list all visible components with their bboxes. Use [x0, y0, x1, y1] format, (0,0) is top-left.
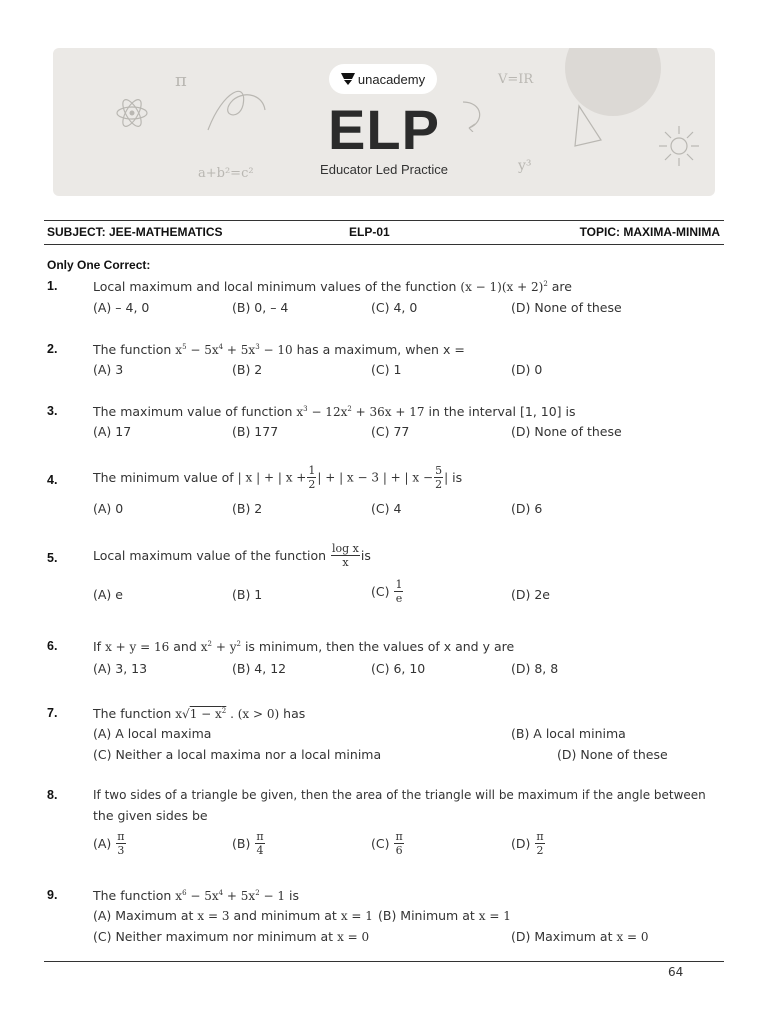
option-a[interactable]: (A) 3: [93, 362, 124, 377]
option-c[interactable]: (C) $\frac{\pi}{6}$: [371, 830, 403, 857]
section-title: Only One Correct:: [47, 258, 151, 272]
option-b[interactable]: (B) Minimum at x = 1: [378, 908, 511, 923]
unacademy-logo: [329, 64, 437, 94]
sun-doodle-icon: [657, 124, 701, 168]
option-d[interactable]: (D) 8, 8: [511, 661, 559, 676]
option-c[interactable]: (C) 1: [371, 362, 402, 377]
option-c[interactable]: (C) 4: [371, 501, 402, 516]
question-number: 3.: [47, 404, 58, 418]
option-b[interactable]: (B) 177: [232, 424, 279, 439]
footer-rule: [44, 961, 724, 962]
question-number: 5.: [47, 551, 58, 565]
header-bottom-rule: [44, 244, 724, 245]
question-number: 9.: [47, 888, 58, 902]
question-7-text: The function $x√1 - x^2$ . (x > 0) has: [93, 706, 306, 721]
brand-name: unacademy: [357, 71, 426, 87]
header-top-rule: [44, 220, 724, 221]
question-2-text: The function $x^5 - 5x^4 + 5x^3 - 10$ has a maximum, when x =: [93, 342, 465, 357]
option-d[interactable]: (D) $\frac{\pi}{2}$: [511, 830, 544, 857]
question-number: 1.: [47, 279, 58, 293]
page-number: 64: [668, 965, 684, 979]
option-a[interactable]: (A) A local maxima: [93, 726, 212, 741]
option-d[interactable]: (D) 6: [511, 501, 543, 516]
subject-label: SUBJECT: JEE-MATHEMATICS: [47, 225, 223, 239]
question-5-text: Local maximum value of the function $\frac{\text{log x}}{x}$ is: [93, 542, 371, 569]
option-d[interactable]: (D) None of these: [511, 424, 622, 439]
option-c[interactable]: (C) 77: [371, 424, 410, 439]
option-a[interactable]: (A) $\frac{\pi}{3}$: [93, 830, 125, 857]
option-d[interactable]: (D) Maximum at x = 0: [511, 929, 649, 944]
option-c[interactable]: (C) Neither maximum nor minimum at x = 0: [93, 929, 370, 944]
option-d[interactable]: (D) None of these: [511, 300, 622, 315]
option-b[interactable]: (B) 2: [232, 501, 263, 516]
option-c[interactable]: (C) Neither a local maxima nor a local minima: [93, 747, 382, 762]
option-a[interactable]: (A) – 4, 0: [93, 300, 150, 315]
formula-doodle: a+b²=c²: [198, 166, 254, 181]
question-8-line1: If two sides of a triangle be given, then the area of the triangle will be maximum if the angle between: [93, 788, 706, 802]
option-d[interactable]: (D) 0: [511, 362, 543, 377]
question-4-text: The minimum value of | x | + | x + $\frac{1}{2}$ | + | x − 3 | + | x − $\frac{5}{2}$ | is: [93, 464, 463, 491]
option-a[interactable]: (A) 0: [93, 501, 124, 516]
triangle-shape-icon: [573, 104, 603, 148]
y-cube-doodle: y³: [518, 158, 532, 174]
question-9-text: The function $x^6 - 5x^4 + 5x^2 - 1$ is: [93, 888, 299, 903]
option-d[interactable]: (D) 2e: [511, 587, 550, 602]
option-a[interactable]: (A) 3, 13: [93, 661, 148, 676]
question-6-text: If x + y = 16 and $x^2 + y^2$ is minimum, then the values of x and y are: [93, 639, 515, 654]
option-b[interactable]: (B) 4, 12: [232, 661, 287, 676]
arrow-doodle-icon: [455, 98, 489, 132]
pi-doodle: π: [175, 70, 187, 91]
option-a[interactable]: (A) e: [93, 587, 123, 602]
banner-subtitle: Educator Led Practice: [320, 162, 448, 177]
elp-code: ELP-01: [349, 225, 390, 239]
unacademy-logo-icon: [341, 73, 355, 85]
option-c[interactable]: (C) $\frac{1}{e}$: [371, 578, 403, 605]
vir-doodle: V=IR: [498, 72, 534, 87]
option-b[interactable]: (B) 1: [232, 587, 263, 602]
option-c[interactable]: (C) 6, 10: [371, 661, 426, 676]
question-number: 6.: [47, 639, 58, 653]
option-b[interactable]: (B) 0, – 4: [232, 300, 289, 315]
banner-title: ELP: [328, 98, 440, 161]
topic-label: TOPIC: MAXIMA-MINIMA: [579, 225, 720, 239]
question-number: 7.: [47, 706, 58, 720]
option-b[interactable]: (B) A local minima: [511, 726, 626, 741]
question-number: 2.: [47, 342, 58, 356]
option-a[interactable]: (A) Maximum at x = 3 and minimum at x = 1: [93, 908, 373, 923]
option-c[interactable]: (C) 4, 0: [371, 300, 418, 315]
question-3-text: The maximum value of function $x^3 - 12x^2 + 36x + 17$ in the interval [1, 10] is: [93, 404, 576, 419]
option-b[interactable]: (B) $\frac{\pi}{4}$: [232, 830, 264, 857]
option-d[interactable]: (D) None of these: [557, 747, 668, 762]
question-8-line2: the given sides be: [93, 808, 208, 823]
option-b[interactable]: (B) 2: [232, 362, 263, 377]
elp-banner: [53, 48, 715, 196]
option-a[interactable]: (A) 17: [93, 424, 132, 439]
question-number: 4.: [47, 473, 58, 487]
question-1-text: Local maximum and local minimum values of the function $(x - 1)(x + 2)^2$ are: [93, 279, 572, 294]
question-number: 8.: [47, 788, 58, 802]
